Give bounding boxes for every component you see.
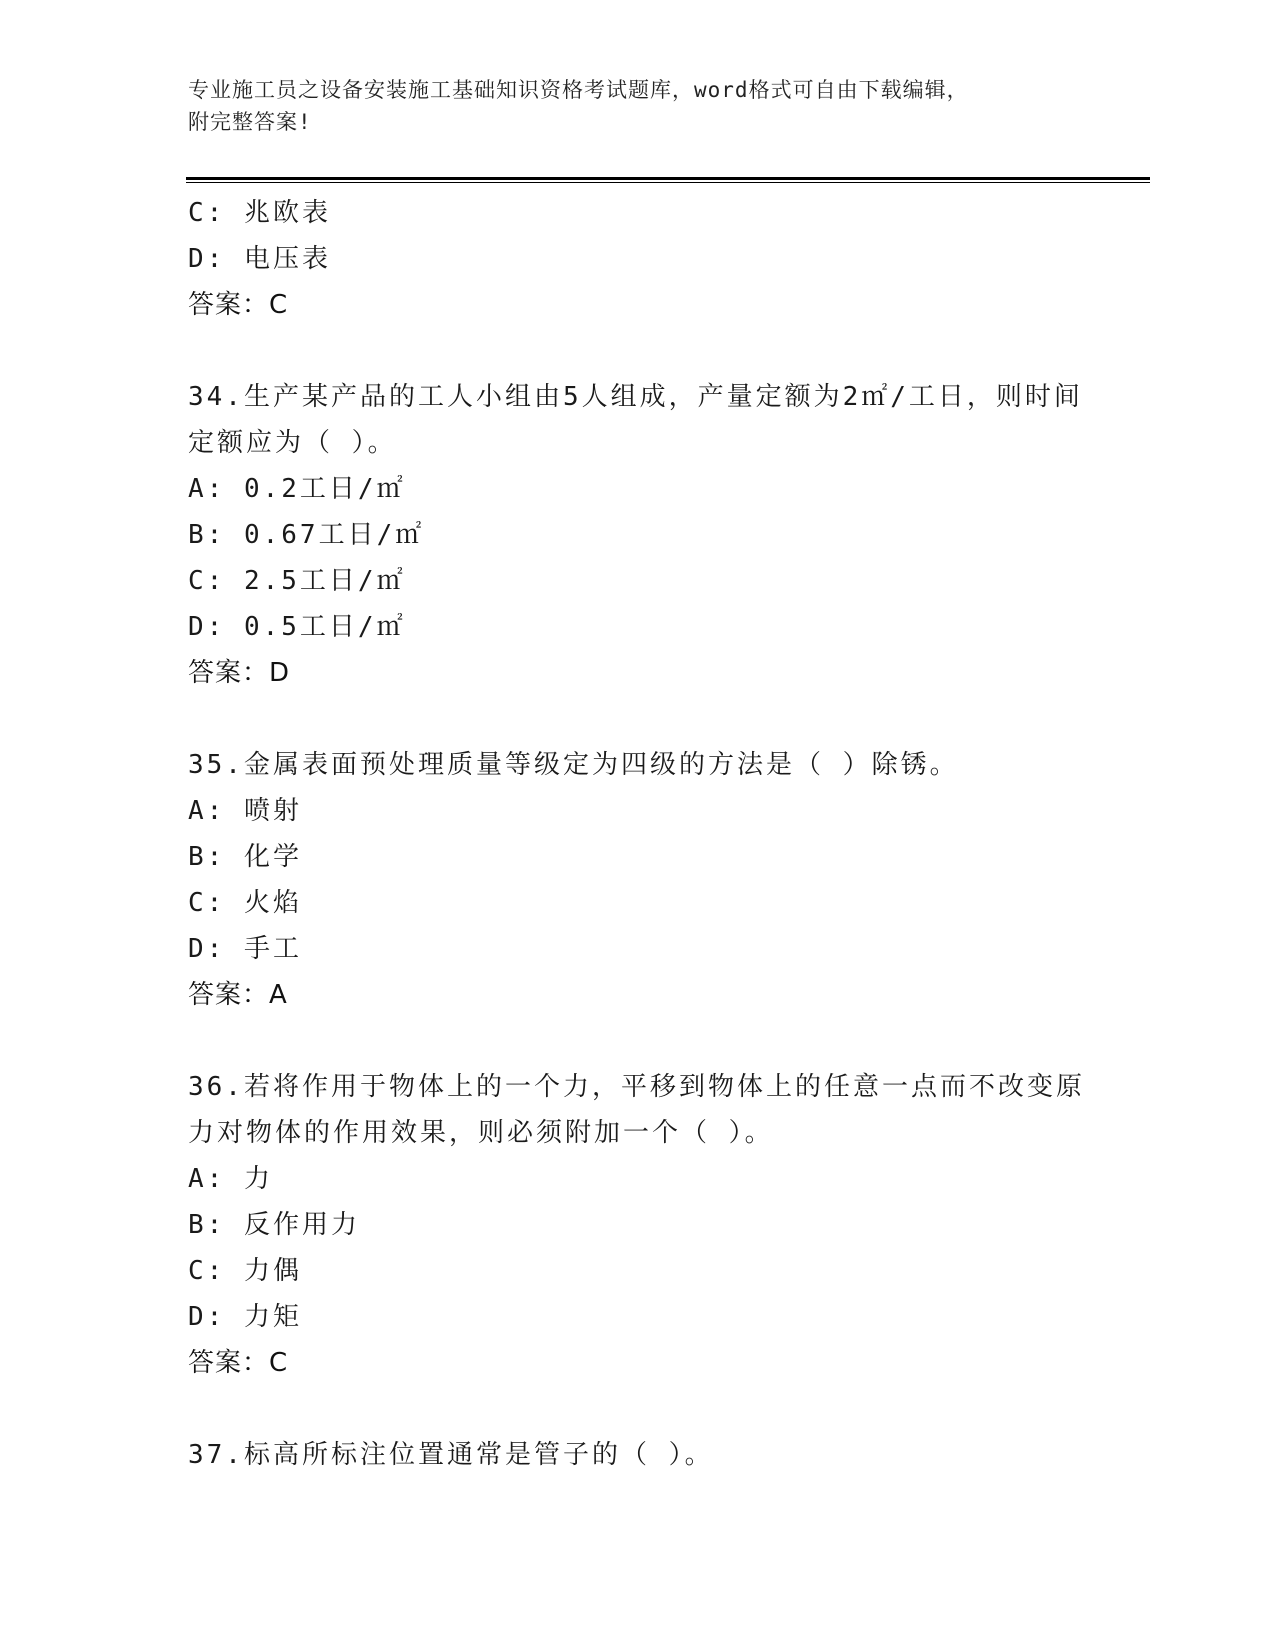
option-a: A: 力 bbox=[188, 1164, 273, 1194]
spacer bbox=[188, 1018, 1108, 1064]
spacer bbox=[188, 1386, 1108, 1432]
option-c: C: 力偶 bbox=[188, 1256, 302, 1286]
spacer bbox=[188, 328, 1108, 374]
option-c: C: 2.5工日/㎡ bbox=[188, 566, 406, 596]
question-37 bbox=[188, 1432, 1108, 1478]
page-header bbox=[188, 74, 1088, 138]
question-33-continuation bbox=[188, 190, 1108, 328]
question-text: 34.生产某产品的工人小组由5人组成，产量定额为2㎡/工日，则时间 bbox=[188, 382, 1083, 412]
option-c: C: 火焰 bbox=[188, 888, 302, 918]
option-d: D: 0.5工日/㎡ bbox=[188, 612, 406, 642]
question-text: 定额应为（ ）。 bbox=[188, 428, 397, 458]
option-b: B: 反作用力 bbox=[188, 1210, 360, 1240]
answer: 答案：D bbox=[188, 658, 291, 688]
answer: 答案：A bbox=[188, 980, 288, 1010]
header-divider-thick bbox=[186, 177, 1150, 180]
question-text: 36.若将作用于物体上的一个力，平移到物体上的任意一点而不改变原 bbox=[188, 1072, 1085, 1102]
option-b: B: 0.67工日/㎡ bbox=[188, 520, 425, 550]
question-text: 37.标高所标注位置通常是管子的（ ）。 bbox=[188, 1440, 714, 1470]
option-b: B: 化学 bbox=[188, 842, 302, 872]
option-c: C: 兆欧表 bbox=[188, 198, 331, 228]
question-36 bbox=[188, 1064, 1108, 1386]
option-d: D: 力矩 bbox=[188, 1302, 302, 1332]
header-line-2: 附完整答案! bbox=[188, 110, 312, 134]
spacer bbox=[188, 696, 1108, 742]
question-34 bbox=[188, 374, 1108, 696]
option-a: A: 喷射 bbox=[188, 796, 302, 826]
question-list bbox=[188, 190, 1108, 1478]
answer: 答案：C bbox=[188, 290, 289, 320]
option-a: A: 0.2工日/㎡ bbox=[188, 474, 406, 504]
question-text: 力对物体的作用效果，则必须附加一个（ ）。 bbox=[188, 1118, 774, 1148]
option-d: D: 电压表 bbox=[188, 244, 331, 274]
option-d: D: 手工 bbox=[188, 934, 302, 964]
question-text: 35.金属表面预处理质量等级定为四级的方法是（ ）除锈。 bbox=[188, 750, 959, 780]
answer: 答案：C bbox=[188, 1348, 289, 1378]
header-divider-thin bbox=[186, 182, 1150, 183]
question-35 bbox=[188, 742, 1108, 1018]
header-line-1: 专业施工员之设备安装施工基础知识资格考试题库，word格式可自由下载编辑， bbox=[188, 78, 969, 102]
